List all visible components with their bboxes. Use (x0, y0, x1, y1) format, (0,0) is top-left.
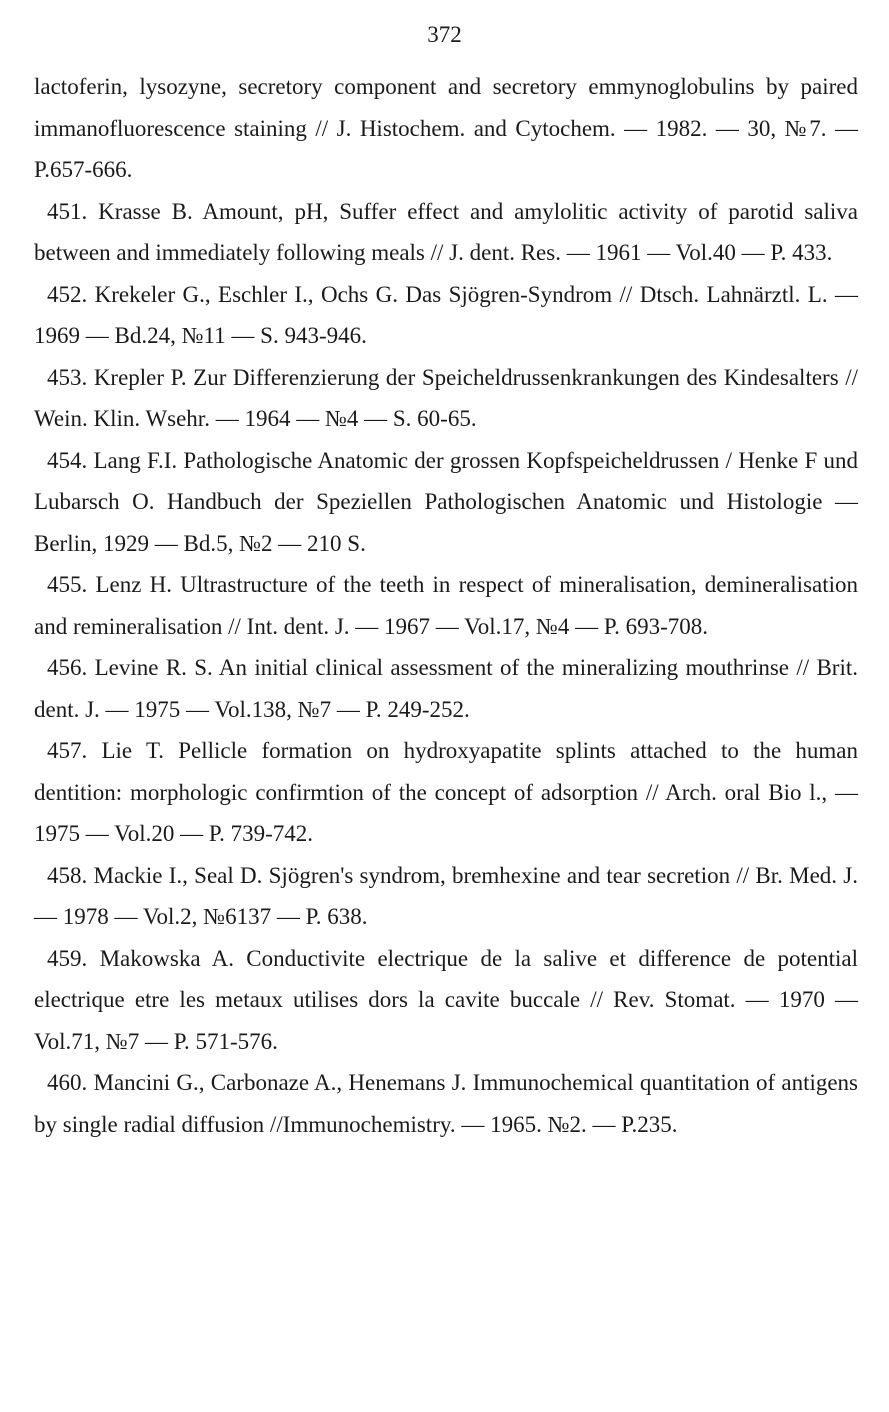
reference-text: Lang F.I. Pathologische Anatomic der grossen Kopfspeicheldrussen / Henke F und Lubarsch O. Handbuch der Speziellen Pathologischen Anatomic und Histologie — Berlin, 1929 — Bd.5, №2 — 210 S. (34, 447, 859, 556)
reference-text: Krasse B. Amount, pH, Suffer effect and amylolitic activity of parotid saliva between and immediately following meals // J. dent. Res. — 1961 — Vol.40 — P. 433. (34, 198, 859, 265)
reference-entry-460 (34, 1062, 858, 1145)
reference-entry-457 (34, 730, 858, 855)
page-number: 372 (427, 22, 462, 47)
reference-entry-453 (34, 357, 858, 440)
reference-number: 455. (47, 572, 88, 597)
reference-number: 454. (47, 447, 88, 473)
reference-number: 452. (47, 281, 88, 307)
reference-entry-455 (34, 564, 858, 647)
reference-text: Mancini G., Carbonaze A., Henemans J. Immunochemical quantitation of antigens by single radial diffusion //Immunochemistry. — 1965. №2. — P.235. (34, 1070, 859, 1137)
reference-text: Krepler P. Zur Differenzierung der Speicheldrussenkrankungen des Kindesalters // Wein. Klin. Wsehr. — 1964 — №4 — S. 60-65. (34, 364, 858, 431)
reference-list (34, 66, 858, 1145)
reference-text: Makowska A. Conductivite electrique de la salive et difference de potential electrique etre les metaux utilises dors la cavite buccale // Rev. Stomat. — 1970 — Vol.71, №7 — P. 571-576. (34, 945, 859, 1054)
reference-entry-458 (34, 855, 858, 938)
reference-entry-456 (34, 647, 858, 730)
reference-number: 451. (47, 198, 88, 224)
reference-text: Lenz H. Ultrastructure of the teeth in respect of mineralisation, demineralisation and remineralisation // Int. dent. J. — 1967 — Vol.17, №4 — P. 693-708. (34, 572, 859, 639)
reference-text: Lie T. Pellicle formation on hydroxyapatite splints attached to the human dentition: morphologic confirmtion of the concept of adsorption // Arch. oral Bio l., — 1975 — Vol.20 — P. 739-742. (34, 738, 858, 846)
reference-text: Levine R. S. An initial clinical assessment of the mineralizing mouthrinse // Brit. dent. J. — 1975 — Vol.138, №7 — P. 249-252. (34, 655, 858, 722)
reference-number: 453. (47, 364, 88, 390)
reference-entry-452 (34, 274, 858, 357)
reference-number: 456. (47, 655, 88, 680)
reference-number: 459. (47, 945, 88, 971)
reference-number: 457. (47, 738, 88, 763)
reference-entry-459 (34, 938, 858, 1063)
reference-entry-454 (34, 440, 858, 565)
reference-number: 458. (47, 862, 88, 888)
reference-number: 460. (47, 1070, 88, 1095)
reference-text: Krekeler G., Eschler I., Ochs G. Das Sjögren-Syndrom // Dtsch. Lahnärztl. L. — 1969 — Bd.24, №11 — S. 943-946. (34, 281, 858, 348)
reference-text: lactoferin, lysozyne, secretory component and secretory emmynoglobulins by paired immanofluorescence staining // J. Histochem. and Cytochem. — 1982. — 30, №7. — P.657-666. (34, 74, 858, 182)
reference-entry-continuation (34, 66, 858, 191)
reference-text: Mackie I., Seal D. Sjögren's syndrom, bremhexine and tear secretion // Br. Med. J. — 1978 — Vol.2, №6137 — P. 638. (34, 862, 859, 929)
reference-entry-451 (34, 191, 858, 274)
